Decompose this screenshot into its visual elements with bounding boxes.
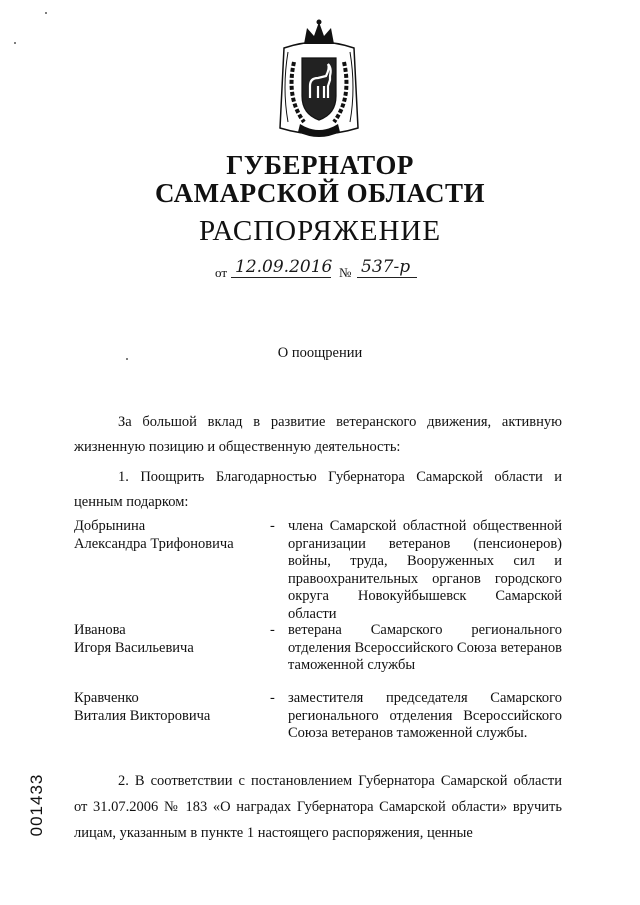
awardee-name — [74, 518, 264, 553]
awardee-name — [74, 690, 264, 725]
awardee-description: заместителя председателя Самарского регионального отделения Всероссийского Союза ветеранов таможенной службы. — [288, 690, 562, 741]
item-2-paragraph: 2. В соответствии с постановлением Губернатора Самарской области от 31.07.2006 № 183 «О наградах Губернатора Самарской области» вручить лицам, указанным в пункте 1 настоящего распоряжения, ценные — [74, 773, 562, 841]
number-prefix: № — [339, 265, 352, 280]
awardee-surname: Кравченко — [74, 690, 139, 706]
awardee-description: члена Самарской областной общественной организации ветеранов (пенсионеров) войны, труда, Вооруженных сил и правоохранительных органов городского округа Новокуйбышевск Самарской области — [288, 518, 562, 622]
issuer-title-line1: ГУБЕРНАТОР — [226, 150, 414, 180]
awardee-dash: - — [270, 518, 275, 534]
awardee-given-names: Александра Трифоновича — [74, 535, 234, 552]
samara-coat-of-arms-icon — [274, 18, 364, 144]
date-prefix: от — [215, 265, 228, 280]
number-value: 537-р — [361, 257, 411, 277]
number-underline — [357, 277, 417, 278]
intro-paragraph: За большой вклад в развитие ветеранского движения, активную жизненную позицию и общественную деятельность: — [74, 414, 562, 455]
document-type-title: РАСПОРЯЖЕНИЕ — [198, 215, 442, 247]
awardee-surname: Добрынина — [74, 518, 146, 534]
date-underline — [231, 277, 331, 278]
scan-speck — [14, 42, 16, 44]
date-number-line — [215, 257, 455, 283]
scan-speck — [126, 358, 128, 360]
item-1-paragraph: 1. Поощрить Благодарностью Губернатора Самарской области и ценным подарком: — [74, 469, 562, 510]
awardee-dash: - — [270, 622, 275, 638]
awardee-given-names: Виталия Викторовича — [74, 707, 211, 724]
issuer-title-line2: САМАРСКОЙ ОБЛАСТИ — [154, 178, 486, 208]
scan-speck — [45, 12, 47, 14]
document-subject: О поощрении — [277, 345, 363, 361]
margin-registration-number — [22, 760, 52, 850]
date-value: 12.09.2016 — [235, 257, 333, 277]
awardee-surname: Иванова — [74, 622, 126, 638]
awardee-name — [74, 622, 264, 657]
awardee-given-names: Игоря Васильевича — [74, 639, 194, 656]
registration-number-text: 001433 — [27, 773, 46, 837]
awardee-dash: - — [270, 690, 275, 706]
awardee-description: ветерана Самарского регионального отделения Всероссийского Союза ветеранов таможенной службы — [288, 622, 562, 673]
